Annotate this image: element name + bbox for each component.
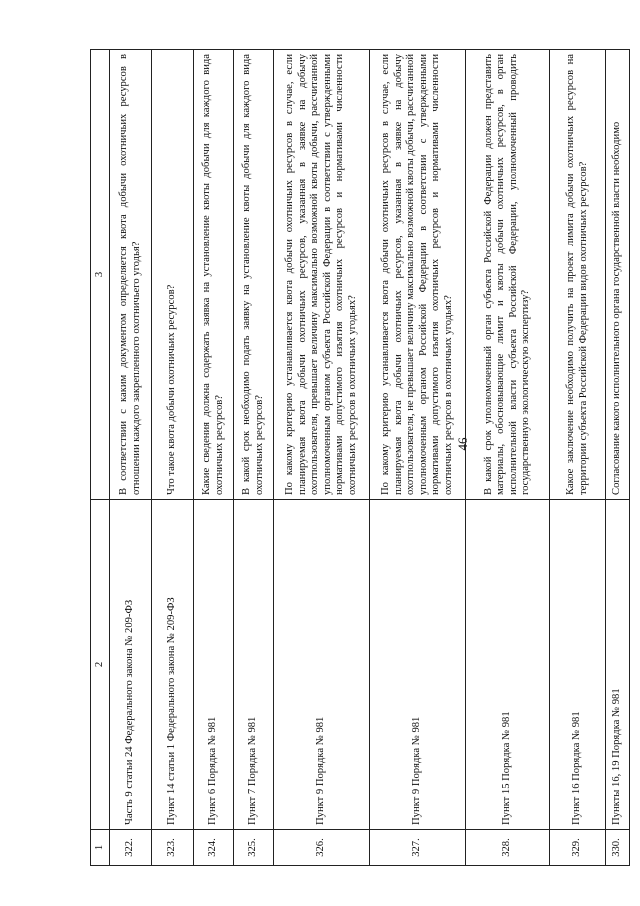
table-row [466, 50, 550, 866]
header-col-2: 2 [91, 500, 110, 830]
table-row [370, 50, 466, 866]
table-row [606, 50, 630, 866]
row-number: 330. [606, 830, 630, 866]
table-row [234, 50, 274, 866]
row-reference: Пункт 15 Порядка № 981 [466, 500, 550, 830]
row-question: Согласование какого исполнительного органа государственной власти необходимо [606, 50, 630, 500]
row-number: 323. [152, 830, 194, 866]
row-question: По какому критерию устанавливается квота добычи охотничьих ресурсов в случае, если планируемая квота добычи охотничьих ресурсов, указанная в заявке на добычу охотпользователя, не превышает величину максимально возможной квоты добычи, рассчитанной уполномоченным органом Российской Федерации в соответствии с утвержденными нормативами допустимого изъятия охотничьих ресурсов и нормативами численности охотничьих ресурсов в охотничьих угодьях? [370, 50, 466, 500]
table-row [194, 50, 234, 866]
row-number: 324. [194, 830, 234, 866]
row-question: В какой срок необходимо подать заявку на установление квоты добычи для каждого вида охотничьих ресурсов? [234, 50, 274, 500]
row-question: Какие сведения должна содержать заявка на установление квоты добычи для каждого вида охотничьих ресурсов? [194, 50, 234, 500]
row-reference: Пункт 9 Порядка № 981 [274, 500, 370, 830]
row-reference: Часть 9 статьи 24 Федерального закона № 209-ФЗ [110, 500, 152, 830]
table-row [110, 50, 152, 866]
row-question: В какой срок уполномоченный орган субъекта Российской Федерации должен представить материалы, обосновывающие лимит и квоты добычи охотничьих ресурсов, в орган исполнительной власти субъекта Российской Федерации, уполномоченный проводить государственную экологическую экспертизу? [466, 50, 550, 500]
header-col-1: 1 [91, 830, 110, 866]
row-reference: Пункт 7 Порядка № 981 [234, 500, 274, 830]
row-reference: Пункт 6 Порядка № 981 [194, 500, 234, 830]
row-number: 328. [466, 830, 550, 866]
row-reference: Пункты 16, 19 Порядка № 981 [606, 500, 630, 830]
table-row [274, 50, 370, 866]
row-number: 322. [110, 830, 152, 866]
questions-table [90, 49, 630, 866]
row-question: В соответствии с каким документом определяется квота добычи охотничьих ресурсов в отношении каждого закрепленного охотничьего угодья? [110, 50, 152, 500]
row-reference: Пункт 14 статьи 1 Федерального закона № 209-ФЗ [152, 500, 194, 830]
table-row [152, 50, 194, 866]
row-number: 327. [370, 830, 466, 866]
row-question: Что такое квота добычи охотничьих ресурсов? [152, 50, 194, 500]
row-number: 329. [550, 830, 606, 866]
header-col-3: 3 [91, 50, 110, 500]
row-number: 325. [234, 830, 274, 866]
row-question: Какое заключение необходимо получить на проект лимита добычи охотничьих ресурсов на территории субъекта Российской Федерации видов охотничьих ресурсов? [550, 50, 606, 500]
rotated-table-container [90, 50, 623, 866]
row-reference: Пункт 9 Порядка № 981 [370, 500, 466, 830]
table-header-row [91, 50, 110, 866]
row-number: 326. [274, 830, 370, 866]
row-reference: Пункт 16 Порядка № 981 [550, 500, 606, 830]
row-question: По какому критерию устанавливается квота добычи охотничьих ресурсов в случае, если планируемая квота добычи охотничьих ресурсов, указанная в заявке на добычу охотпользователя, превышает величину максимально возможной квоты добычи, рассчитанной уполномоченным органом субъекта Российской Федерации в соответствии с утвержденными нормативами допустимого изъятия охотничьих ресурсов и нормативами численности охотничьих ресурсов в охотничьих угодьях? [274, 50, 370, 500]
page-number: 46 [455, 437, 470, 451]
table-row [550, 50, 606, 866]
